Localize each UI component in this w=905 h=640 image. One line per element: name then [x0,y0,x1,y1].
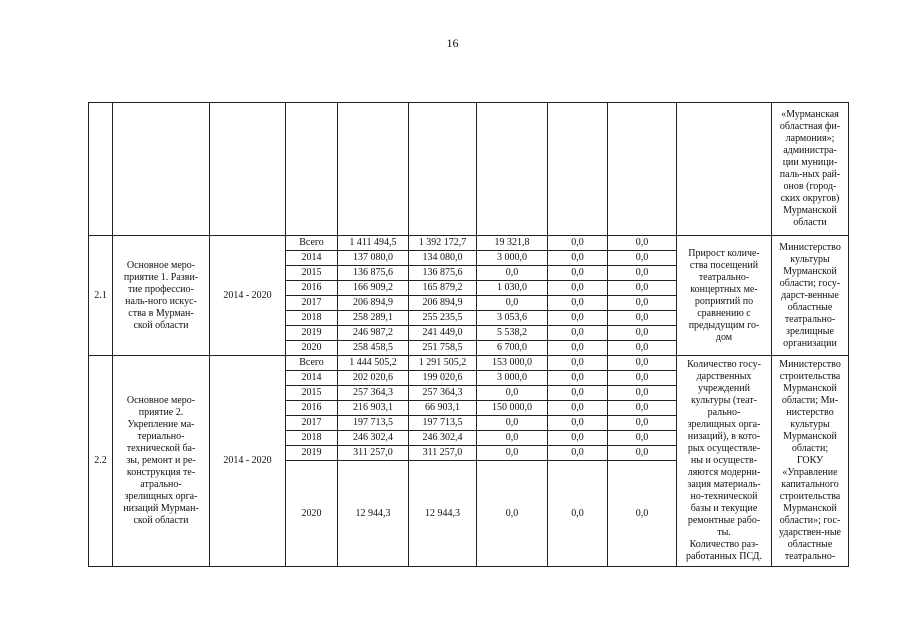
year-cell: 2020 [286,461,338,567]
regional-cell: 257 364,3 [409,386,477,401]
regional-cell: 246 302,4 [409,431,477,446]
regional-cell: 165 879,2 [409,281,477,296]
other-cell: 0,0 [608,371,677,386]
total-cell: 258 289,1 [338,311,409,326]
other-cell: 0,0 [608,281,677,296]
local-cell: 0,0 [548,356,608,371]
local-cell: 0,0 [548,311,608,326]
regional-cell: 136 875,6 [409,266,477,281]
year-cell: 2016 [286,401,338,416]
other-cell: 0,0 [608,266,677,281]
year-cell: 2018 [286,311,338,326]
regional-cell: 199 020,6 [409,371,477,386]
regional-cell: 134 080,0 [409,251,477,266]
local-cell: 0,0 [548,416,608,431]
federal-cell: 19 321,8 [477,236,548,251]
federal-cell: 0,0 [477,431,548,446]
federal-cell: 3 000,0 [477,251,548,266]
total-cell: 136 875,6 [338,266,409,281]
section-indicator: Прирост количе- ства посещений театрально- концертных ме- роприятий по сравнению с предыдущим го- дом [677,236,772,356]
regional-cell: 12 944,3 [409,461,477,567]
local-cell: 0,0 [548,236,608,251]
section-responsible: Министерство культуры Мурманской области; госу- дарст-венные областные театрально- зрелищные организации [772,236,849,356]
regional-cell: 255 235,5 [409,311,477,326]
year-cell: 2017 [286,416,338,431]
regional-cell: 197 713,5 [409,416,477,431]
other-cell: 0,0 [608,341,677,356]
other-cell: 0,0 [608,446,677,461]
year-cell: 2015 [286,386,338,401]
total-cell: 1 411 494,5 [338,236,409,251]
cont-regional-cell [409,103,477,236]
regional-cell: 1 291 505,2 [409,356,477,371]
federal-cell: 150 000,0 [477,401,548,416]
program-table [88,102,849,567]
cont-responsible-cell: «Мурманская областная фи- лармония»; администра- ции муници- паль-ных рай- онов (город- ских округов) Мурманской области [772,103,849,236]
local-cell: 0,0 [548,431,608,446]
total-cell: 246 302,4 [338,431,409,446]
regional-cell: 311 257,0 [409,446,477,461]
total-cell: 1 444 505,2 [338,356,409,371]
other-cell: 0,0 [608,416,677,431]
cont-federal-cell [477,103,548,236]
cont-num-cell [89,103,113,236]
local-cell: 0,0 [548,296,608,311]
total-cell: 202 020,6 [338,371,409,386]
total-cell: 166 909,2 [338,281,409,296]
federal-cell: 0,0 [477,296,548,311]
other-cell: 0,0 [608,386,677,401]
cont-year-cell [286,103,338,236]
section-name: Основное меро- приятие 2. Укрепление ма- териально- технической ба- зы, ремонт и ре- конструкция те- атрально- зрелищных орга- низаций Мурман- ской области [113,356,210,567]
federal-cell: 0,0 [477,461,548,567]
continuation-row [89,103,849,236]
year-cell: Всего [286,356,338,371]
other-cell: 0,0 [608,236,677,251]
other-cell: 0,0 [608,311,677,326]
year-cell: 2014 [286,251,338,266]
section-number: 2.2 [89,356,113,567]
total-cell: 137 080,0 [338,251,409,266]
year-cell: 2016 [286,281,338,296]
section-number: 2.1 [89,236,113,356]
year-cell: 2020 [286,341,338,356]
local-cell: 0,0 [548,251,608,266]
federal-cell: 5 538,2 [477,326,548,341]
other-cell: 0,0 [608,461,677,567]
local-cell: 0,0 [548,341,608,356]
cont-period-cell [210,103,286,236]
total-cell: 216 903,1 [338,401,409,416]
local-cell: 0,0 [548,266,608,281]
year-cell: 2015 [286,266,338,281]
other-cell: 0,0 [608,326,677,341]
section-period: 2014 - 2020 [210,356,286,567]
section-indicator: Количество госу- дарственных учреждений культуры (теат- рально- зрелищных орга- низаций), в кото- рых осуществле- ны и осуществ- ляются модерни- зация материаль- но-технической базы и текущие ремонтные рабо- ты. Количество раз- работанных ПСД. [677,356,772,567]
local-cell: 0,0 [548,326,608,341]
cont-other-cell [608,103,677,236]
section-period: 2014 - 2020 [210,236,286,356]
local-cell: 0,0 [548,461,608,567]
other-cell: 0,0 [608,251,677,266]
year-cell: Всего [286,236,338,251]
cont-local-cell [548,103,608,236]
total-cell: 258 458,5 [338,341,409,356]
total-cell: 257 364,3 [338,386,409,401]
regional-cell: 251 758,5 [409,341,477,356]
local-cell: 0,0 [548,281,608,296]
page-number: 16 [446,36,459,50]
local-cell: 0,0 [548,401,608,416]
total-cell: 197 713,5 [338,416,409,431]
federal-cell: 6 700,0 [477,341,548,356]
regional-cell: 66 903,1 [409,401,477,416]
other-cell: 0,0 [608,431,677,446]
federal-cell: 153 000,0 [477,356,548,371]
regional-cell: 241 449,0 [409,326,477,341]
regional-cell: 206 894,9 [409,296,477,311]
local-cell: 0,0 [548,446,608,461]
table-row [89,236,849,251]
total-cell: 246 987,2 [338,326,409,341]
year-cell: 2014 [286,371,338,386]
regional-cell: 1 392 172,7 [409,236,477,251]
section-name: Основное меро- приятие 1. Разви- тие профессио- наль-ного искус- ства в Мурман- ской области [113,236,210,356]
federal-cell: 0,0 [477,446,548,461]
federal-cell: 0,0 [477,386,548,401]
other-cell: 0,0 [608,296,677,311]
local-cell: 0,0 [548,371,608,386]
total-cell: 311 257,0 [338,446,409,461]
local-cell: 0,0 [548,386,608,401]
other-cell: 0,0 [608,356,677,371]
year-cell: 2019 [286,326,338,341]
cont-name-cell [113,103,210,236]
total-cell: 206 894,9 [338,296,409,311]
cont-indicator-cell [677,103,772,236]
table-row [89,356,849,371]
year-cell: 2019 [286,446,338,461]
federal-cell: 3 053,6 [477,311,548,326]
total-cell: 12 944,3 [338,461,409,567]
federal-cell: 3 000,0 [477,371,548,386]
section-responsible: Министерство строительства Мурманской области; Ми- нистерство культуры Мурманской области; ГОКУ «Управление капитального строительства Мурманской области»; гос- ударствен-ные областные театрально- [772,356,849,567]
other-cell: 0,0 [608,401,677,416]
cont-total-cell [338,103,409,236]
federal-cell: 1 030,0 [477,281,548,296]
year-cell: 2017 [286,296,338,311]
federal-cell: 0,0 [477,416,548,431]
year-cell: 2018 [286,431,338,446]
federal-cell: 0,0 [477,266,548,281]
